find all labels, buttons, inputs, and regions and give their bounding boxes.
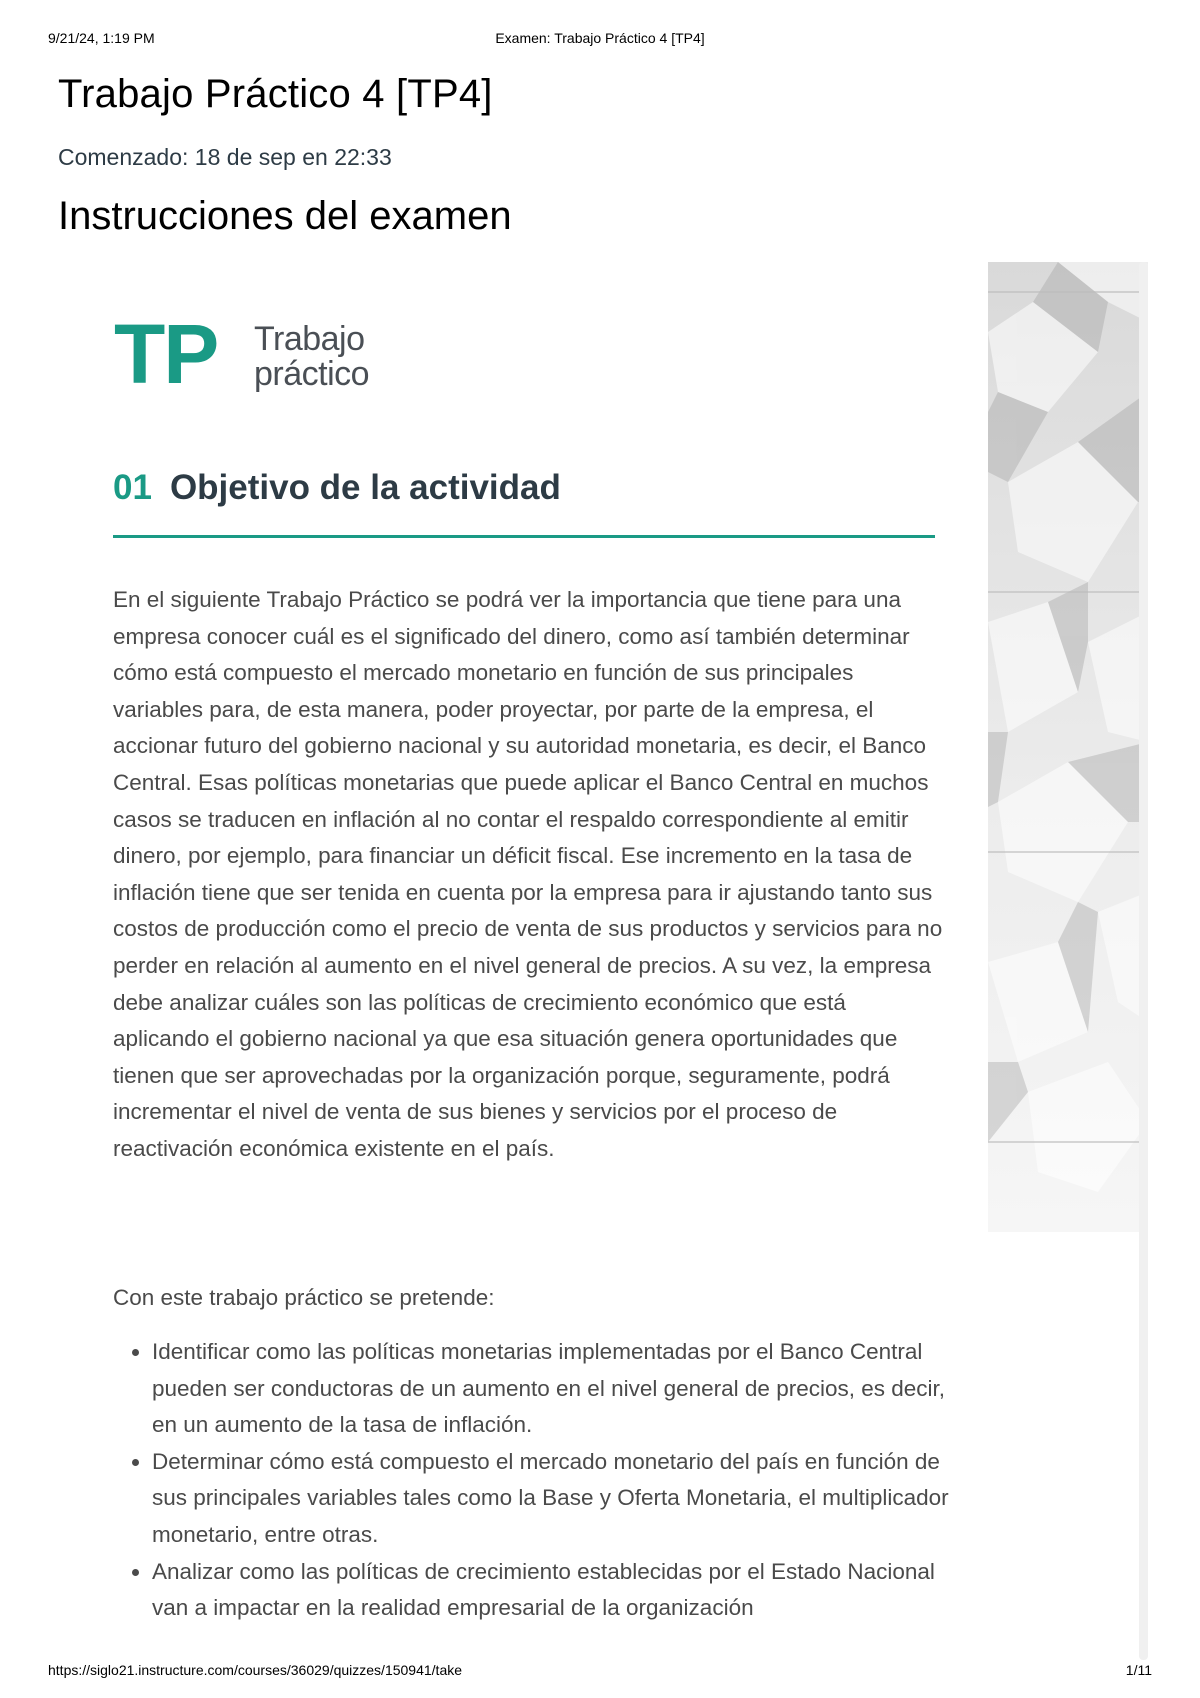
page-title: Trabajo Práctico 4 [TP4] xyxy=(58,72,493,116)
geometric-pattern-image xyxy=(988,262,1148,1232)
objective-divider xyxy=(113,535,935,538)
objective-title: Objetivo de la actividad xyxy=(169,468,561,507)
print-datetime: 9/21/24, 1:19 PM xyxy=(48,30,155,46)
print-header xyxy=(48,30,1152,50)
objective-paragraph: En el siguiente Trabajo Práctico se podrá ver la importancia que tiene para una empresa conocer cuál es el significado del dinero, como así también determinar cómo está compuesto el mercado monetario en función de sus principales variables para, de esta manera, poder proyectar, por parte de la empresa, el accionar futuro del gobierno nacional y su autoridad monetaria, es decir, el Banco Central. Esas políticas monetarias que puede aplicar el Banco Central en muchos casos se traducen en inflación al no contar el respaldo correspondiente al emitir dinero, por ejemplo, para financiar un déficit fiscal. Ese incremento en la tasa de inflación tiene que ser tenida en cuenta por la empresa para ir ajustando tanto sus costos de producción como el precio de venta de sus productos y servicios para no perder en relación al aumento en el nivel general de precios. A su vez, la empresa debe analizar cuáles son las políticas de crecimiento económico que está aplicando el gobierno nacional ya que esa situación genera oportunidades que tienen que ser aprovechadas por la organización porque, seguramente, podrá incrementar el nivel de venta de sus bienes y servicios por el proceso de reactivación económica existente en el país. xyxy=(113,587,943,1161)
started-timestamp: Comenzado: 18 de sep en 22:33 xyxy=(58,144,392,170)
print-page-number: 1/11 xyxy=(1125,1662,1152,1678)
goals-intro: Con este trabajo práctico se pretende: xyxy=(113,1285,495,1310)
goal-item: • Analizar como las políticas de crecimiento establecidas por el Estado Nacional van a impactar en la realidad empresarial de la organización xyxy=(152,1554,972,1627)
print-url: https://siglo21.instructure.com/courses/36029/quizzes/150941/take xyxy=(48,1662,463,1678)
instructions-content xyxy=(0,262,1200,1662)
content-scrollbar[interactable] xyxy=(1139,262,1148,1660)
tp-logo-word-line2: práctico xyxy=(254,355,370,394)
tp-logo xyxy=(114,307,404,401)
print-doc-title: Examen: Trabajo Práctico 4 [TP4] xyxy=(495,30,705,46)
objective-number: 01 xyxy=(113,468,152,507)
print-footer xyxy=(48,1662,1152,1682)
tp-logo-word xyxy=(254,322,369,393)
goal-item: • Identificar como las políticas monetarias implementadas por el Banco Central pueden ser conductoras de un aumento en el nivel general de precios, es decir, en un aumento de la tasa de inflación. xyxy=(152,1334,972,1444)
objective-heading xyxy=(113,468,561,508)
goals-list xyxy=(113,1334,972,1627)
tp-logo-word-line1: Trabajo xyxy=(254,320,365,358)
decorative-banner-image xyxy=(988,262,1148,1232)
tp-logo-letters: TP xyxy=(114,307,218,401)
instructions-heading: Instrucciones del examen xyxy=(58,194,512,238)
goal-item: • Determinar cómo está compuesto el mercado monetario del país en función de sus principales variables tales como la Base y Oferta Monetaria, el multiplicador monetario, entre otras. xyxy=(152,1444,972,1554)
